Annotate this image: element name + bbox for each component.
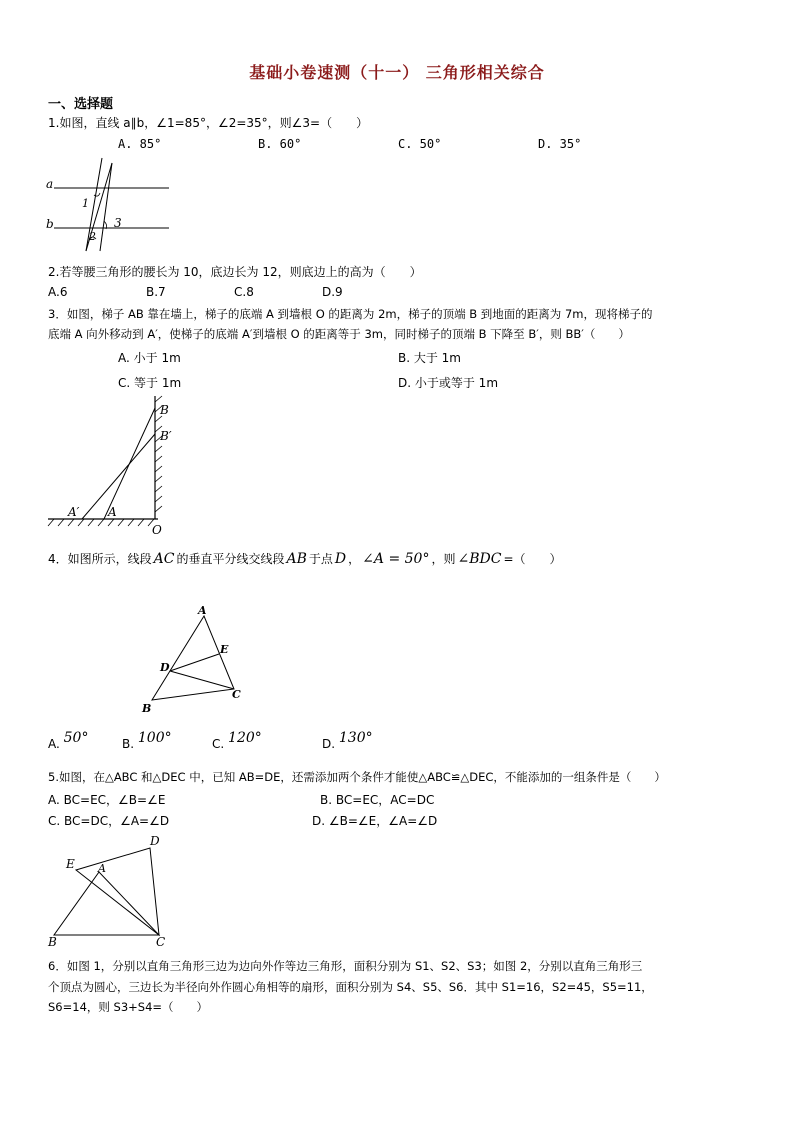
- ground-hatching: [48, 519, 154, 526]
- q2-option-a: A.6: [48, 285, 68, 299]
- q4-stem-c: 于点: [308, 552, 333, 566]
- q2-option-b: B.7: [146, 285, 166, 299]
- label-3: 3: [114, 216, 122, 230]
- q5-figure: [44, 832, 176, 950]
- triangle-abc: [54, 872, 159, 935]
- q4-option-c: [212, 730, 262, 752]
- q4-stem-a: 4．如图所示，线段: [48, 552, 152, 566]
- label-b: B: [160, 403, 169, 417]
- q1-option-d: D. 35°: [538, 137, 582, 151]
- q4-stem-e: ，则: [431, 552, 456, 566]
- label-b-prime: B′: [160, 429, 172, 443]
- label-c: C: [232, 688, 241, 701]
- q4-option-a-letter: A.: [48, 737, 60, 751]
- q5-option-d: D. ∠B=∠E，∠A=∠D: [312, 814, 438, 828]
- label-a: A: [98, 862, 106, 875]
- triangle-abc: [152, 616, 234, 700]
- q3-figure: [44, 392, 176, 538]
- q1-option-a: A. 85°: [118, 137, 162, 151]
- label-b: B: [142, 702, 152, 715]
- label-c: C: [156, 935, 166, 949]
- label-e: E: [220, 643, 229, 656]
- q4-option-b-value: 100°: [137, 730, 172, 746]
- label-a: a: [46, 177, 54, 191]
- q1-option-b: B. 60°: [258, 137, 302, 151]
- q3-option-c: C. 等于 1m: [118, 376, 182, 390]
- section-heading: 一、选择题: [48, 97, 114, 112]
- q4-option-c-letter: C.: [212, 737, 225, 751]
- segment-de: [170, 654, 219, 671]
- q5-option-c: C. BC=DC，∠A=∠D: [48, 814, 170, 828]
- q2-stem: 2.若等腰三角形的腰长为 10，底边长为 12，则底边上的高为（ ）: [48, 265, 422, 279]
- q1-stem: 1.如图，直线 a∥b，∠1=85°，∠2=35°，则∠3=（ ）: [48, 116, 369, 130]
- q4-option-d-letter: D.: [322, 737, 336, 751]
- q1-figure: [44, 155, 174, 255]
- q4-option-d: [322, 730, 373, 752]
- q2-option-c: C.8: [234, 285, 254, 299]
- page-title: 基础小卷速测（十一） 三角形相关综合: [249, 63, 545, 82]
- q4-option-a: [48, 730, 89, 752]
- label-a: A: [108, 505, 117, 519]
- q4-seg-ab: AB: [286, 551, 307, 567]
- q5-option-b: B. BC=EC，AC=DC: [320, 793, 435, 807]
- q3-option-d: D. 小于或等于 1m: [398, 376, 499, 390]
- q4-angle-a: ∠A = 50°: [362, 551, 430, 567]
- q1-option-c: C. 50°: [398, 137, 442, 151]
- label-1: 1: [82, 197, 89, 210]
- label-2: 2: [89, 230, 96, 243]
- q4-option-b: [122, 730, 172, 752]
- label-b: B: [48, 935, 57, 949]
- q2-option-d: D.9: [322, 285, 343, 299]
- q4-point-d: D: [334, 551, 347, 567]
- q4-option-a-value: 50°: [63, 730, 89, 746]
- ladder-a1b1: [82, 434, 155, 519]
- q4-stem-b: 的垂直平分线交线段: [176, 552, 285, 566]
- q4-stem: [48, 550, 562, 567]
- q5-option-a: A. BC=EC，∠B=∠E: [48, 793, 166, 807]
- label-d: D: [150, 834, 160, 848]
- label-d: D: [160, 661, 170, 674]
- q4-option-c-value: 120°: [228, 730, 262, 746]
- q4-option-b-letter: B.: [122, 737, 135, 751]
- label-o: O: [152, 523, 162, 537]
- q6-line2: 个顶点为圆心，三边长为半径向外作圆心角相等的扇形，面积分别为 S4、S5、S6．其中 S1=16，S2=45，S5=11，: [48, 980, 653, 994]
- transversal-3: [100, 163, 112, 251]
- q3-option-b: B. 大于 1m: [398, 351, 462, 365]
- label-a-prime: A′: [68, 505, 80, 519]
- q3-option-a: A. 小于 1m: [118, 351, 181, 365]
- q4-stem-d: ，: [348, 552, 361, 566]
- q6-line1: 6．如图 1，分别以直角三角形三边为边向外作等边三角形，面积分别为 S1、S2、S3；如图 2，分别以直角三角形三: [48, 959, 643, 973]
- q4-option-d-value: 130°: [338, 730, 373, 746]
- label-b: b: [46, 217, 54, 231]
- q6-line3: S6=14，则 S3+S4=（ ）: [48, 1000, 209, 1014]
- q4-angle-bdc: ∠BDC: [457, 551, 502, 567]
- q5-stem: 5.如图，在△ABC 和△DEC 中，已知 AB=DE，还需添加两个条件才能使△ABC≌△DEC，不能添加的一组条件是（ ）: [48, 770, 666, 784]
- q3-line2: 底端 A 向外移动到 A′，使梯子的底端 A′到墙根 O 的距离等于 3m，同时梯子的顶端 B 下降至 B′，则 BB′（ ）: [48, 327, 630, 341]
- q4-seg-ac: AC: [153, 551, 175, 567]
- label-a: A: [198, 604, 207, 617]
- q4-figure: [136, 600, 256, 720]
- q3-line1: 3．如图，梯子 AB 靠在墙上，梯子的底端 A 到墙根 O 的距离为 2m，梯子的顶端 B 到地面的距离为 7m，现将梯子的: [48, 307, 653, 321]
- angle-1-arc: [94, 193, 100, 196]
- label-e: E: [66, 857, 75, 871]
- segment-dc: [170, 671, 234, 689]
- q4-stem-f: =（ ）: [503, 552, 562, 566]
